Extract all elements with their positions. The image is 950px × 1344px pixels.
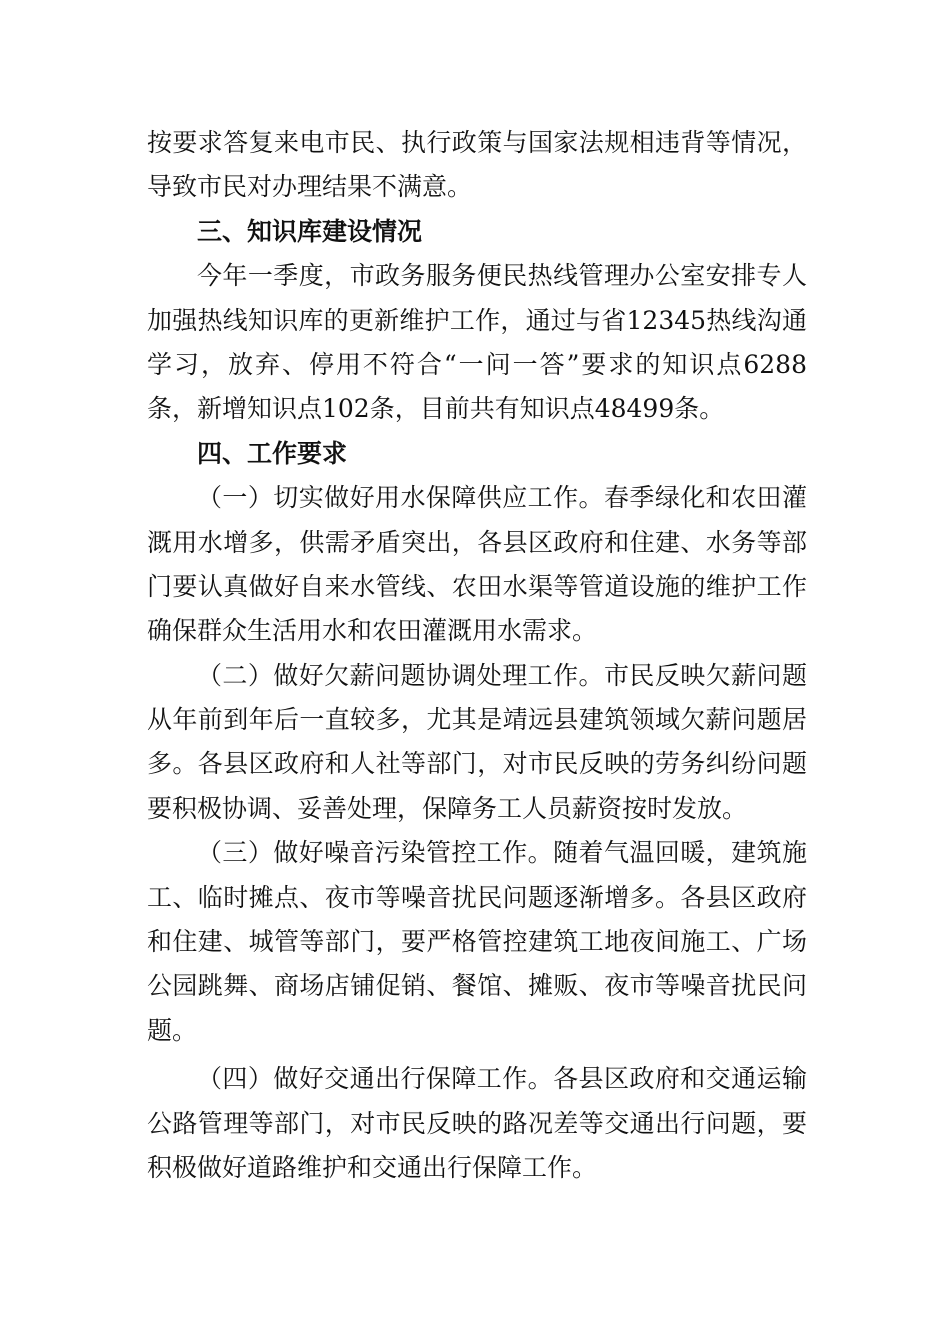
text-line: 题。 bbox=[147, 1015, 198, 1045]
paragraph bbox=[147, 476, 807, 654]
text-line: 工、临时摊点、夜市等噪音扰民问题逐渐增多。各县区政府 bbox=[147, 882, 807, 912]
text-line: 积极做好道路维护和交通出行保障工作。 bbox=[147, 1152, 598, 1182]
text-line: 和住建、城管等部门，要严格管控建筑工地夜间施工、广场 bbox=[147, 927, 807, 957]
text-line: 加强热线知识库的更新维护工作，通过与省12345热线沟通 bbox=[147, 305, 807, 335]
text-line: （一）切实做好用水保障供应工作。春季绿化和农田灌 bbox=[197, 483, 807, 513]
paragraph bbox=[147, 121, 807, 210]
text-line: 公园跳舞、商场店铺促销、餐馆、摊贩、夜市等噪音扰民问 bbox=[147, 971, 807, 1001]
section-heading bbox=[147, 210, 807, 254]
text-line: 要积极协调、妥善处理，保障务工人员薪资按时发放。 bbox=[147, 793, 748, 823]
text-line: 按要求答复来电市民、执行政策与国家法规相违背等情况， bbox=[147, 128, 807, 157]
text-line: 四、工作要求 bbox=[197, 438, 348, 468]
paragraph bbox=[147, 654, 807, 832]
paragraph bbox=[147, 1057, 807, 1190]
text-line: 今年一季度，市政务服务便民热线管理办公室安排专人 bbox=[197, 261, 807, 291]
text-line: （二）做好欠薪问题协调处理工作。市民反映欠薪问题 bbox=[197, 660, 807, 690]
section-heading bbox=[147, 432, 807, 476]
text-line: 从年前到年后一直较多，尤其是靖远县建筑领域欠薪问题居 bbox=[147, 705, 807, 735]
text-line: 确保群众生活用水和农田灌溉用水需求。 bbox=[147, 616, 598, 646]
text-line: 条，新增知识点102条，目前共有知识点48499条。 bbox=[147, 394, 725, 424]
text-line: （三）做好噪音污染管控工作。随着气温回暖，建筑施 bbox=[197, 838, 807, 868]
text-line: 学习，放弃、停用不符合“一问一答”要求的知识点6288 bbox=[147, 349, 807, 379]
paragraph bbox=[147, 831, 807, 1053]
text-line: 三、知识库建设情况 bbox=[197, 216, 423, 246]
paragraph bbox=[147, 254, 807, 432]
document-body bbox=[147, 121, 807, 1190]
text-line: （四）做好交通出行保障工作。各县区政府和交通运输 bbox=[197, 1064, 807, 1094]
text-line: 导致市民对办理结果不满意。 bbox=[147, 172, 473, 202]
text-line: 公路管理等部门，对市民反映的路况差等交通出行问题，要 bbox=[147, 1108, 807, 1138]
text-line: 多。各县区政府和人社等部门，对市民反映的劳务纠纷问题 bbox=[147, 749, 807, 779]
text-line: 溉用水增多，供需矛盾突出，各县区政府和住建、水务等部 bbox=[147, 527, 807, 557]
text-line: 门要认真做好自来水管线、农田水渠等管道设施的维护工作 bbox=[147, 571, 807, 601]
